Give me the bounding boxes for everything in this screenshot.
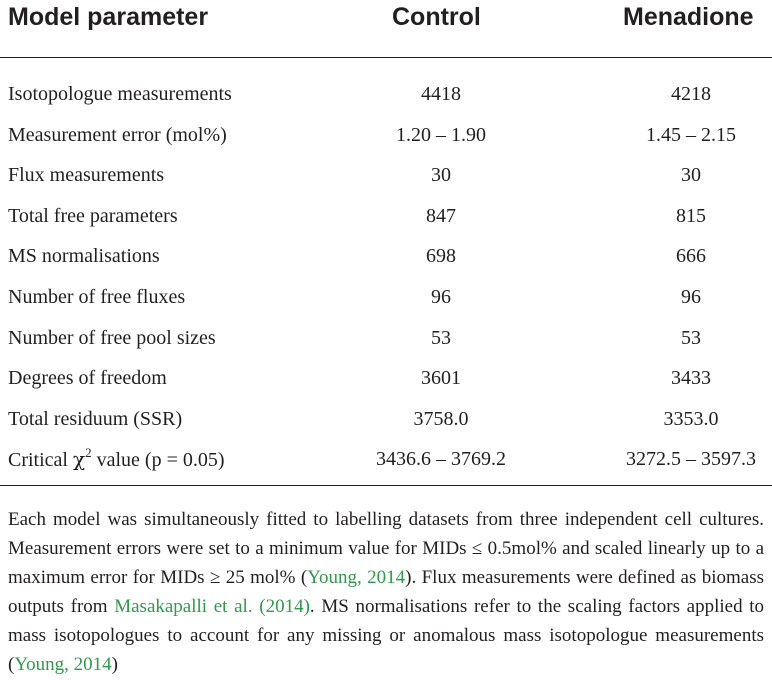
chi-symbol: χ: [72, 447, 86, 472]
control-value: 30: [431, 164, 451, 187]
footnote-text: ). Flux measurements were defined as biomass outputs from: [8, 567, 764, 617]
menadione-value: 96: [681, 285, 701, 308]
control-value: 4418: [421, 83, 461, 105]
menadione-value: 1.45 – 2.15: [646, 123, 736, 146]
control-value: 3758.0: [413, 407, 469, 430]
menadione-value: 3433: [671, 367, 711, 390]
menadione-value: 666: [676, 245, 706, 268]
row-label: Measurement error (mol%): [8, 123, 227, 146]
control-value: 1.20 – 1.90: [396, 123, 486, 146]
control-value: 847: [426, 204, 456, 227]
table-body: [0, 74, 772, 480]
table-row: [0, 358, 772, 399]
footnote-text: . MS normalisations refer to the scaling factors applied to mass isotopologues to account for any missing or anomalous mass isotopologue measurements (: [8, 596, 765, 675]
label-suffix: value (p = 0.05): [91, 449, 225, 472]
bottom-rule: [0, 485, 772, 486]
header-model-parameter: Model parameter: [8, 3, 209, 31]
menadione-value: 3272.5 – 3597.3: [626, 448, 756, 471]
menadione-value: 30: [681, 164, 701, 187]
control-value: 698: [426, 245, 456, 268]
superscript: 2: [85, 445, 92, 461]
row-label: Isotopologue measurements: [8, 83, 232, 105]
citation-link-masakapalli-2014[interactable]: Masakapalli et al. (2014): [114, 596, 310, 617]
control-value: 96: [431, 285, 451, 308]
menadione-value: 3353.0: [663, 407, 719, 430]
row-label: Degrees of freedom: [8, 367, 167, 390]
footnote-text: ): [111, 654, 118, 675]
control-value: 53: [431, 326, 451, 349]
control-value: 3601: [421, 367, 461, 390]
control-value: 3436.6 – 3769.2: [376, 448, 506, 471]
header-menadione: Menadione: [623, 3, 754, 31]
citation-link-young-2014[interactable]: Young, 2014: [307, 567, 406, 588]
table-header: [0, 0, 772, 50]
table-row: [0, 318, 772, 359]
table-row: [0, 236, 772, 277]
citation-link-young-2014[interactable]: Young, 2014: [14, 654, 112, 675]
table-row: [0, 74, 772, 115]
row-label: Total free parameters: [8, 204, 178, 227]
table-row: [0, 277, 772, 318]
table-row: [0, 399, 772, 440]
menadione-value: 815: [676, 204, 706, 227]
header-control: Control: [392, 3, 481, 31]
row-label: MS normalisations: [8, 245, 160, 268]
table-row: [0, 196, 772, 237]
footnote-text: Each model was simultaneously fitted to labelling datasets from three independent cell cultures. Measurement errors were set to a minimum value for MIDs ≤ 0.5mol% and scaled linearly up to a maximum error for MIDs ≥ 25 mol% (: [8, 509, 764, 588]
row-label: Total residuum (SSR): [8, 407, 183, 430]
header-rule: [0, 57, 772, 58]
row-label: [8, 439, 225, 481]
table-footnote: [8, 505, 764, 679]
menadione-value: 4218: [671, 83, 711, 105]
label-prefix: Critical: [8, 449, 73, 472]
menadione-value: 53: [681, 326, 701, 349]
row-label: Number of free pool sizes: [8, 326, 216, 349]
critical-chi-square-row: [0, 439, 772, 480]
row-label: Number of free fluxes: [8, 285, 186, 308]
table-row: [0, 115, 772, 156]
table-row: [0, 155, 772, 196]
row-label: Flux measurements: [8, 164, 165, 187]
